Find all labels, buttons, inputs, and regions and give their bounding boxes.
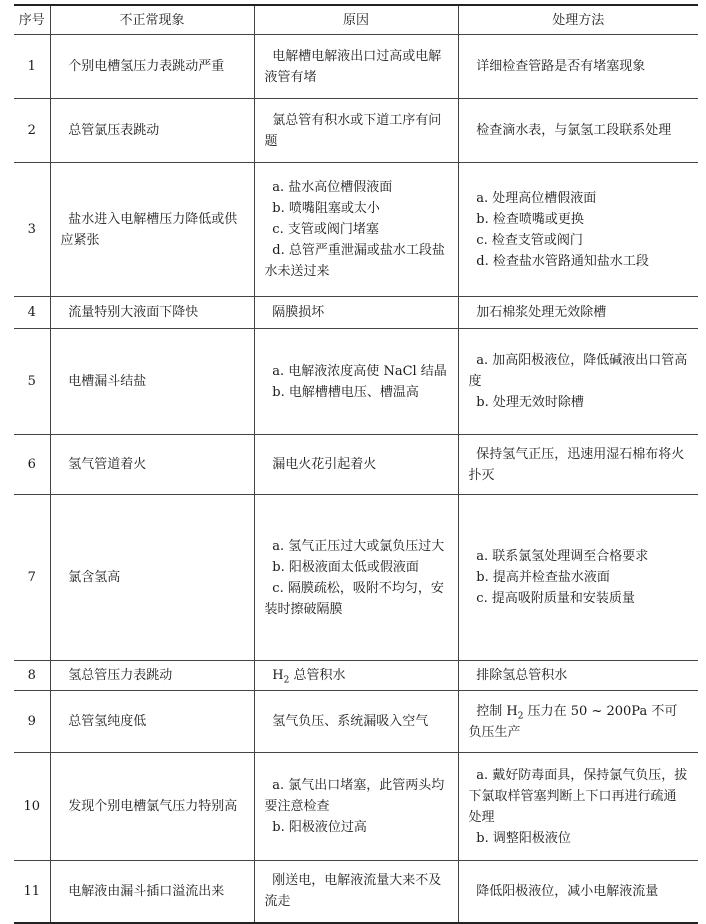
method-item: b. 调整阳极液位 — [476, 830, 571, 846]
cause-item: c. 支管或阀门堵塞 — [272, 222, 379, 237]
cause-cell — [254, 661, 458, 691]
cause-cell — [254, 35, 458, 99]
troubleshooting-table-container — [14, 4, 698, 924]
row-number: 4 — [14, 297, 50, 329]
method-item: 详细检查管路是否有堵塞现象 — [476, 59, 646, 74]
cause-item: 漏电火花引起着火 — [272, 457, 377, 472]
symptom-text: 个别电槽氢压力表跳动严重 — [68, 59, 225, 74]
header-method: 处理方法 — [458, 5, 698, 35]
header-no: 序号 — [14, 5, 50, 35]
cause-cell — [254, 329, 458, 435]
cause-item-post: 总管积水 — [289, 668, 346, 683]
row-number: 8 — [14, 661, 50, 691]
cause-item: b. 喷嘴阻塞或太小 — [272, 201, 380, 216]
cause-item: 电解槽电解液出口过高或电解液管有堵 — [264, 48, 442, 85]
symptom-cell — [50, 691, 254, 753]
header-symptom: 不正常现象 — [50, 5, 254, 35]
row-number: 1 — [14, 35, 50, 99]
row-number: 2 — [14, 99, 50, 163]
cause-item: b. 电解槽槽电压、槽温高 — [272, 384, 419, 400]
cause-item: c. 隔膜疏松，吸附不均匀，安装时擦破隔膜 — [264, 580, 444, 617]
method-cell — [458, 297, 698, 329]
method-item: b. 提高并检查盐水液面 — [476, 570, 610, 585]
table-row — [14, 495, 698, 661]
method-item: 排除氢总管积水 — [476, 668, 568, 683]
table-row — [14, 861, 698, 923]
row-number: 9 — [14, 691, 50, 753]
cause-item: b. 阳极液面太低或假液面 — [272, 559, 419, 575]
cause-item: a. 氯气出口堵塞，此管两头均要注意检查 — [264, 778, 445, 814]
method-item: b. 处理无效时除槽 — [476, 395, 584, 410]
method-item: 加石棉浆处理无效除槽 — [476, 305, 607, 320]
method-item: a. 联系氯氢处理调至合格要求 — [476, 549, 649, 564]
method-cell — [458, 753, 698, 861]
cause-cell — [254, 691, 458, 753]
cause-item-sub: 2 — [283, 675, 290, 686]
cause-cell — [254, 753, 458, 861]
row-number: 7 — [14, 495, 50, 661]
table-row — [14, 297, 698, 329]
cause-item: a. 盐水高位槽假液面 — [272, 180, 393, 195]
method-cell — [458, 163, 698, 297]
cause-item: b. 阳极液位过高 — [272, 820, 367, 835]
method-item: a. 处理高位槽假液面 — [476, 190, 597, 206]
cause-item: d. 总管严重泄漏或盐水工段盐水未送过来 — [264, 243, 445, 279]
method-item: 降低阳极液位，减小电解液流量 — [476, 883, 659, 899]
symptom-cell — [50, 163, 254, 297]
row-number: 5 — [14, 329, 50, 435]
method-item: d. 检查盐水管路通知盐水工段 — [476, 253, 649, 269]
cause-item: 氯总管有积水或下道工序有问题 — [264, 112, 442, 149]
table-row — [14, 661, 698, 691]
troubleshooting-table — [14, 4, 698, 924]
method-item: 检查滴水表，与氯氢工段联系处理 — [476, 123, 672, 138]
symptom-text: 总管氯压表跳动 — [68, 123, 160, 138]
cause-cell — [254, 99, 458, 163]
method-cell — [458, 661, 698, 691]
row-number: 3 — [14, 163, 50, 297]
method-item: a. 戴好防毒面具，保持氯气负压，拔下氯取样管塞判断上下口再进行疏通处理 — [468, 767, 688, 825]
symptom-cell — [50, 661, 254, 691]
symptom-text: 电槽漏斗结盐 — [68, 374, 147, 389]
method-cell — [458, 691, 698, 753]
symptom-cell — [50, 435, 254, 495]
symptom-text: 氯含氢高 — [68, 570, 121, 585]
method-item: b. 检查喷嘴或更换 — [476, 211, 584, 227]
method-item: c. 检查支管或阀门 — [476, 232, 583, 248]
cause-item: 氢气负压、系统漏吸入空气 — [272, 714, 429, 729]
header-cause: 原因 — [254, 5, 458, 35]
symptom-cell — [50, 861, 254, 923]
cause-cell — [254, 861, 458, 923]
symptom-cell — [50, 35, 254, 99]
row-number: 11 — [14, 861, 50, 923]
cause-cell — [254, 495, 458, 661]
method-item: 保持氢气正压，迅速用湿石棉布将火扑灭 — [468, 446, 685, 483]
table-row — [14, 35, 698, 99]
cause-item: 刚送电，电解液流量大来不及流走 — [264, 873, 442, 910]
cause-cell — [254, 163, 458, 297]
cause-cell — [254, 297, 458, 329]
symptom-cell — [50, 753, 254, 861]
symptom-text: 氢总管压力表跳动 — [68, 668, 173, 683]
method-item-pre: 控制 H — [476, 703, 518, 719]
method-cell — [458, 861, 698, 923]
method-item-post: 压力在 50 ~ 200Pa 不可负压生产 — [468, 703, 678, 740]
symptom-text: 盐水进入电解槽压力降低或供应紧张 — [60, 211, 238, 248]
table-row — [14, 329, 698, 435]
symptom-text: 总管氢纯度低 — [68, 714, 147, 729]
table-row — [14, 753, 698, 861]
row-number: 10 — [14, 753, 50, 861]
cause-item: a. 电解液浓度高使 NaCl 结晶 — [272, 363, 447, 379]
table-row — [14, 163, 698, 297]
method-item: c. 提高吸附质量和安装质量 — [476, 591, 635, 606]
cause-item-pre: H — [272, 668, 284, 683]
method-item-sub: 2 — [517, 711, 524, 722]
symptom-text: 流量特别大液面下降快 — [68, 305, 199, 320]
symptom-text: 氢气管道着火 — [68, 457, 147, 472]
symptom-cell — [50, 99, 254, 163]
symptom-cell — [50, 297, 254, 329]
row-number: 6 — [14, 435, 50, 495]
cause-cell — [254, 435, 458, 495]
symptom-text: 发现个别电槽氯气压力特别高 — [68, 799, 238, 814]
table-row — [14, 691, 698, 753]
table-row — [14, 99, 698, 163]
method-cell — [458, 329, 698, 435]
method-cell — [458, 99, 698, 163]
symptom-text: 电解液由漏斗插口溢流出来 — [68, 883, 225, 899]
table-row — [14, 435, 698, 495]
symptom-cell — [50, 329, 254, 435]
method-cell — [458, 435, 698, 495]
method-cell — [458, 495, 698, 661]
cause-item: 隔膜损坏 — [272, 305, 325, 320]
method-cell — [458, 35, 698, 99]
table-header-row — [14, 5, 698, 35]
method-item: a. 加高阳极液位，降低碱液出口管高度 — [468, 353, 688, 389]
symptom-cell — [50, 495, 254, 661]
cause-item: a. 氢气正压过大或氯负压过大 — [272, 538, 445, 554]
